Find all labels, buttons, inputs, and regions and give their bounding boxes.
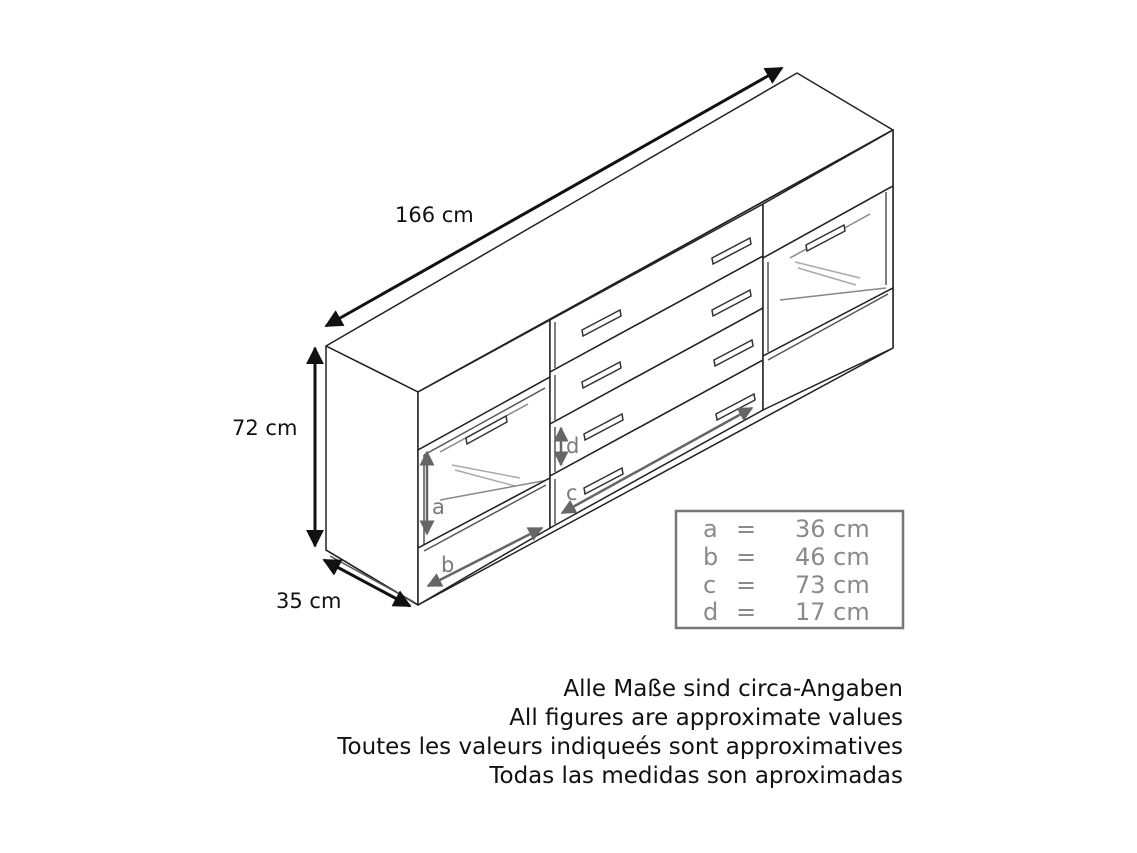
height-label: 72 cm <box>232 416 298 440</box>
legend-box <box>676 511 903 628</box>
legend-key: d <box>703 598 719 626</box>
legend-value: 73 cm <box>795 571 870 599</box>
depth-label: 35 cm <box>276 589 342 613</box>
note-german: Alle Maße sind circa-Angaben <box>563 676 903 702</box>
c-label: c <box>566 481 578 505</box>
legend-value: 36 cm <box>795 515 870 543</box>
d-label: d <box>566 434 580 458</box>
legend-key: b <box>703 543 719 571</box>
legend-eq: = <box>736 515 757 543</box>
b-label: b <box>441 553 455 577</box>
approximation-notes <box>336 676 903 789</box>
width-label: 166 cm <box>395 203 474 227</box>
legend-key: a <box>703 515 718 543</box>
legend-value: 17 cm <box>795 598 870 626</box>
note-english: All figures are approximate values <box>509 705 903 731</box>
a-label: a <box>432 495 445 519</box>
note-spanish: Todas las medidas son aproximadas <box>489 763 903 789</box>
legend-eq: = <box>736 543 757 571</box>
legend-value: 46 cm <box>795 543 870 571</box>
left-side-panel <box>326 346 418 605</box>
note-french: Toutes les valeurs indiqueés sont approximatives <box>337 734 903 760</box>
legend-eq: = <box>736 571 757 599</box>
legend-key: c <box>703 571 717 599</box>
legend-eq: = <box>736 598 757 626</box>
